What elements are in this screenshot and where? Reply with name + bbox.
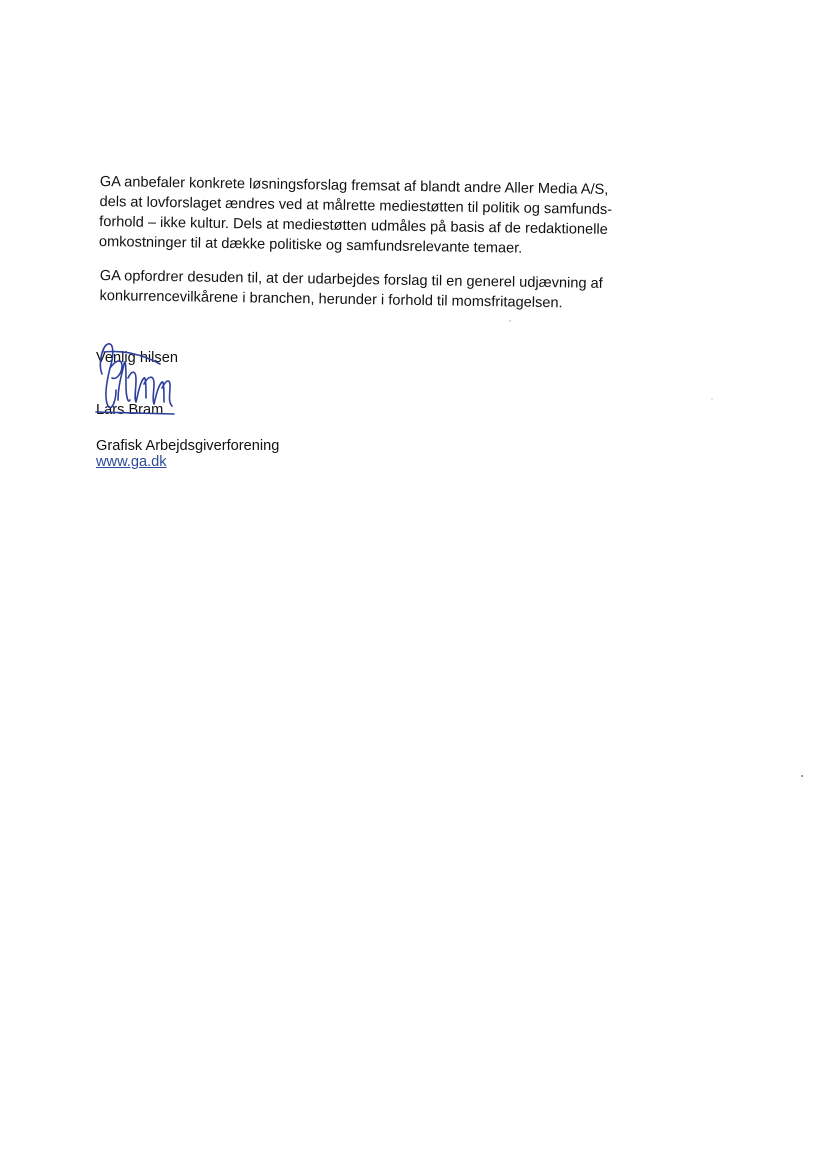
organization-name: Grafisk Arbejdsgiverforening bbox=[96, 438, 280, 454]
body-paragraph-1 bbox=[99, 172, 620, 260]
website-link[interactable]: www.ga.dk bbox=[96, 454, 167, 470]
body-paragraph-2 bbox=[99, 266, 620, 314]
scan-speck bbox=[509, 320, 511, 322]
scan-speck bbox=[711, 398, 713, 400]
handwritten-signature-icon bbox=[92, 334, 182, 416]
paragraph-line: GA opfordrer desuden til, at der udarbejdes forslag til en generel udjævning af bbox=[99, 267, 603, 292]
closing-greeting: Venlig hilsen bbox=[96, 350, 178, 366]
signer-name: Lars Bram bbox=[96, 402, 164, 418]
paragraph-line: dels at lovforslaget ændres ved at målrette mediestøtten til politik og samfunds- bbox=[99, 193, 613, 219]
paragraph-line: GA anbefaler konkrete løsningsforslag fremsat af blandt andre Aller Media A/S, bbox=[99, 173, 609, 198]
paragraph-line: konkurrencevilkårene i branchen, herunder i forhold til momsfritagelsen. bbox=[99, 287, 563, 312]
paragraph-line: forhold – ikke kultur. Dels at mediestøtten udmåles på basis af de redaktionelle bbox=[99, 213, 608, 238]
paragraph-line: omkostninger til at dække politiske og samfundsrelevante temaer. bbox=[98, 233, 523, 257]
scan-speck bbox=[801, 775, 803, 777]
